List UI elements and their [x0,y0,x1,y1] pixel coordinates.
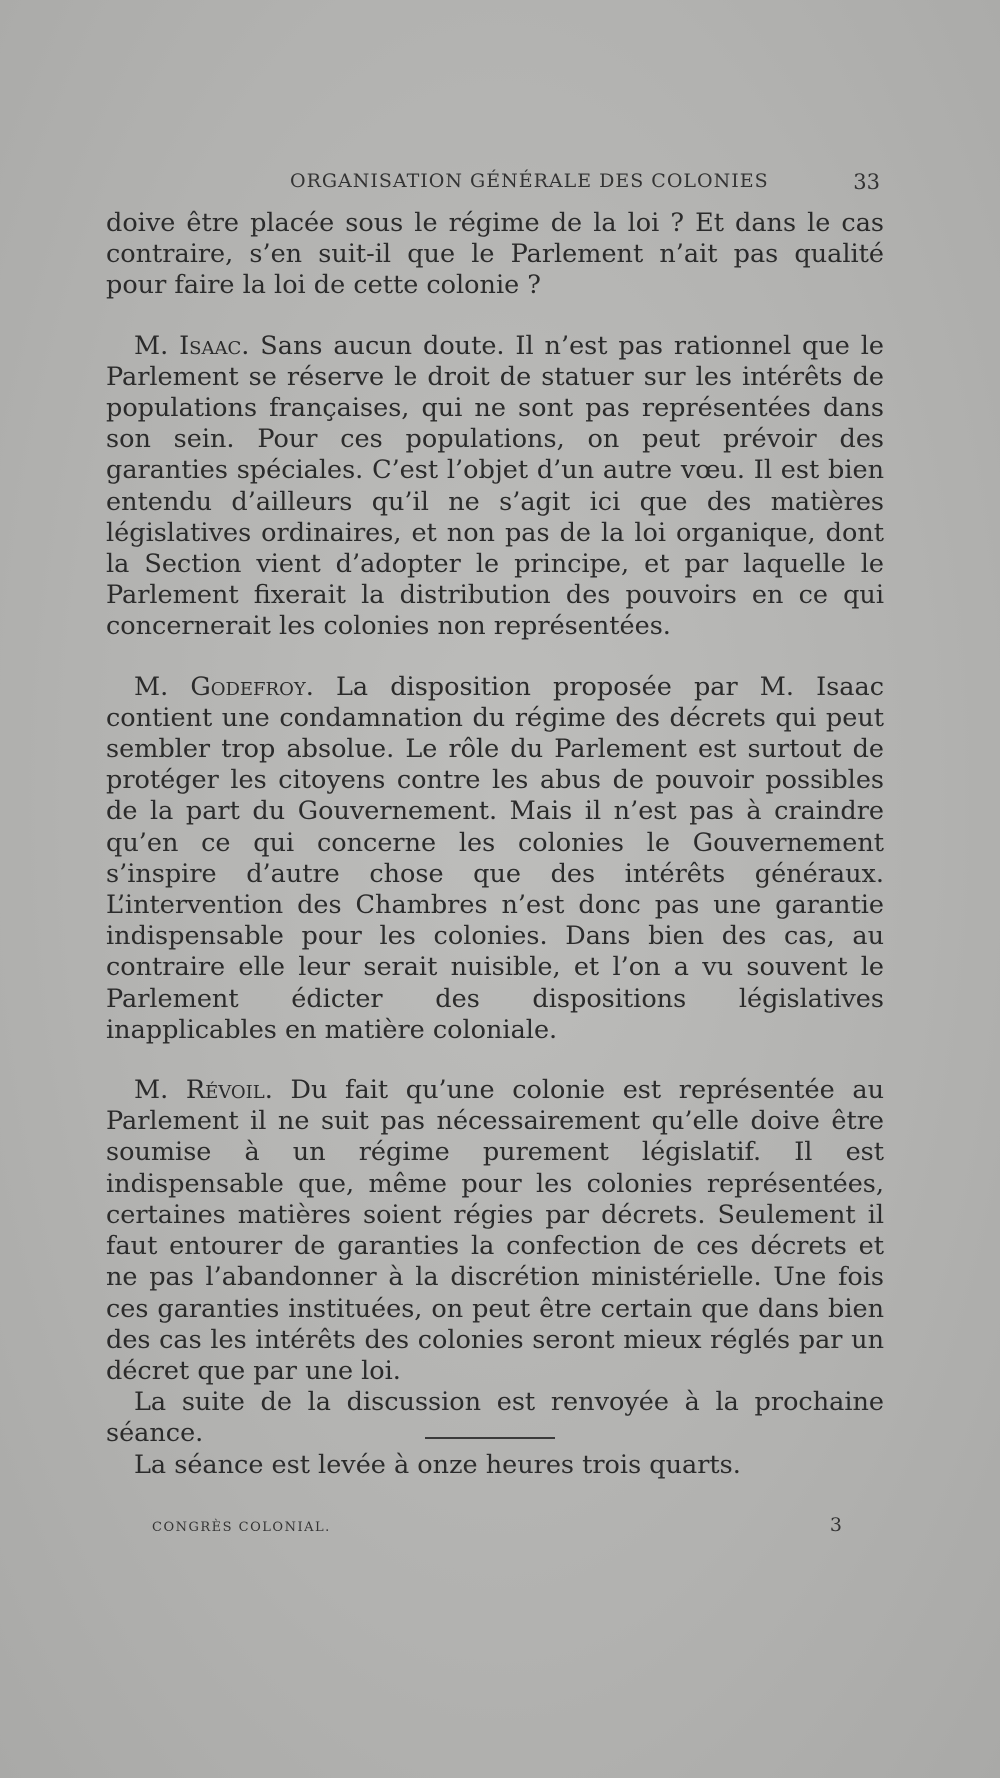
section-rule [425,1437,555,1439]
paragraph-gap [106,643,884,672]
paragraph-adjourn: La suite de la discussion est renvoyée à la prochaine séance. [106,1387,884,1449]
speaker-godefroy: M. Godefroy. [134,671,314,702]
statement-revoil: Du fait qu’une colonie est représentée au Parlement il ne suit pas nécessairement qu’elle doive être soumise à un régime purement législatif. Il est indispensable que, même pour les colonies représentées, certaines matières soient régies par décrets. Seulement il faut entourer de garanties la confection de ces décrets et ne pas l’abandonner à la discrétion ministérielle. Une fois ces garanties instituées, on peut être certain que dans bien des cas les intérêts des colonies seront mieux réglés par un décret que par une loi. [106,1075,884,1386]
paragraph-close: La séance est levée à onze heures trois quarts. [134,1449,741,1480]
paragraph-continuation: doive être placée sous le régime de la loi ? Et dans le cas contraire, s’en suit-il que le Parlement n’ait pas qualité pour faire la loi de cette colonie ? [106,208,884,301]
speaker-revoil: M. Révoil. [134,1075,273,1106]
page-number: 33 [853,170,880,194]
statement-godefroy: La disposition proposée par M. Isaac contient une condamnation du régime des décrets qui peut sembler trop absolue. Le rôle du Parlement est surtout de protéger les citoyens contre les abus de pouvoir possibles de la part du Gouvernement. Mais il n’est pas à craindre qu’en ce qui concerne les colonies le Gouvernement s’inspire d’autre chose que des intérêts généraux. L’intervention des Chambres n’est donc pas une garantie indispensable pour les colonies. Dans bien des cas, au contraire elle leur serait nuisible, et l’on a vu souvent le Parlement édicter des dispositions législatives inapplicables en matière coloniale. [106,671,884,1045]
paragraph-isaac [106,331,884,643]
paragraph-gap [106,1046,884,1075]
printer-signature: CONGRÈS COLONIAL. [152,1520,331,1535]
paragraph-revoil [106,1075,884,1387]
running-head [110,170,880,200]
page-footer [152,1514,842,1548]
running-title: ORGANISATION GÉNÉRALE DES COLONIES [290,170,769,192]
signature-number: 3 [829,1514,842,1536]
body-text [106,208,884,1481]
statement-isaac: Sans aucun doute. Il n’est pas rationnel que le Parlement se réserve le droit de statuer sur les intérêts de populations françaises, qui ne sont pas représentées dans son sein. Pour ces populations, on peut prévoir des garanties spéciales. C’est l’objet d’un autre vœu. Il est bien entendu d’ailleurs qu’il ne s’agit ici que des matières législatives ordinaires, et non pas de la loi organique, dont la Section vient d’adopter le principe, et par laquelle le Parlement fixerait la distribution des pouvoirs en ce qui concernerait les colonies non représentées. [106,330,884,642]
paragraph-gap [106,302,884,331]
speaker-isaac: M. Isaac. [134,330,250,361]
paragraph-godefroy [106,672,884,1046]
